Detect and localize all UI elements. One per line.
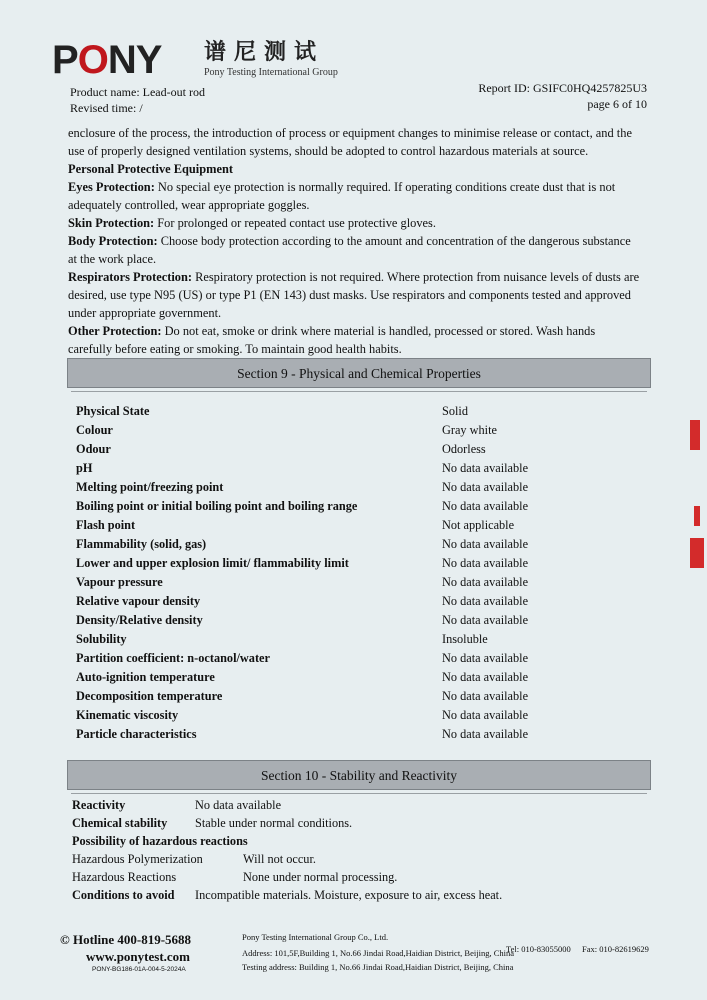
page-footer: [60, 930, 670, 980]
ppe-item: Other Protection: Do not eat, smoke or drink where material is handled, processed or stored. Wash hands carefully before eating or smoking. To maintain good health habits.: [68, 324, 596, 356]
property-row: [76, 649, 636, 668]
report-id: Report ID: GSIFC0HQ4257825U3: [478, 81, 647, 95]
property-name: Kinematic viscosity: [76, 708, 179, 722]
property-value: Insoluble: [442, 632, 488, 646]
property-row: [76, 421, 636, 440]
fax: Fax: 010-82619629: [582, 944, 649, 954]
header-left: [70, 84, 205, 116]
red-seal-stamp-fragment: [690, 420, 706, 570]
property-value: No data available: [442, 651, 529, 665]
engineering-controls-text: enclosure of the process, the introduction of process or equipment changes to minimise release or contact, and the use of properly designed ventilation systems, should be adopted to control hazardous materials at source.: [68, 126, 632, 158]
property-row: [76, 478, 636, 497]
section10-heading-bar: Section 10 - Stability and Reactivity: [67, 760, 651, 790]
stability-row: Conditions to avoid Incompatible materials. Moisture, exposure to air, excess heat.: [72, 888, 503, 902]
property-row: [76, 630, 636, 649]
property-name: Boiling point or initial boiling point and boiling range: [76, 499, 358, 513]
telephone: Tel: 010-83055000: [506, 944, 571, 954]
property-name: Decomposition temperature: [76, 689, 223, 703]
property-value: No data available: [442, 480, 529, 494]
ppe-item: Body Protection: Choose body protection according to the amount and concentration of the dangerous substance at the work place.: [68, 234, 631, 266]
section8-body: [68, 124, 640, 358]
header-right: [478, 80, 647, 112]
physical-properties-table: [76, 402, 636, 744]
company-address: Address: 101,5F,Building 1, No.66 Jindai Road,Haidian District, Beijing, China: [242, 948, 515, 958]
property-row: [76, 535, 636, 554]
property-name: Solubility: [76, 632, 127, 646]
property-name: Partition coefficient: n-octanol/water: [76, 651, 270, 665]
stability-row: Hazardous Polymerization Will not occur.: [72, 852, 316, 866]
property-value: Solid: [442, 404, 468, 418]
hotline: © Hotline 400-819-5688: [60, 932, 192, 947]
property-row: [76, 554, 636, 573]
stability-row: Reactivity No data available: [72, 798, 282, 812]
property-value: No data available: [442, 670, 529, 684]
property-value: No data available: [442, 613, 529, 627]
property-name: Colour: [76, 423, 113, 437]
property-name: Flash point: [76, 518, 136, 532]
logo-chinese-name: 谱尼测试: [204, 40, 325, 65]
property-name: Density/Relative density: [76, 613, 203, 627]
document-code: PONY-BG186-01A-004-5-2024A: [92, 966, 186, 973]
stability-table: [72, 796, 632, 904]
logo-wordmark: PONY: [52, 38, 162, 82]
product-name: Product name: Lead-out rod: [70, 85, 205, 99]
stability-row: Hazardous Reactions None under normal processing.: [72, 870, 398, 884]
property-row: [76, 668, 636, 687]
property-row: [76, 497, 636, 516]
property-value: No data available: [442, 556, 529, 570]
property-row: [76, 516, 636, 535]
ppe-item: Respirators Protection: Respiratory protection is not required. Where protection from nuisance levels of dusts are desired, use type N95 (US) or type P1 (EN 143) dust masks. Use respirators and components tested and approved under appropriate government.: [68, 270, 640, 320]
property-value: No data available: [442, 537, 529, 551]
testing-address: Testing address: Building 1, No.66 Jindai Road,Haidian District, Beijing, China: [242, 962, 514, 972]
property-value: No data available: [442, 727, 529, 741]
property-name: Flammability (solid, gas): [76, 537, 207, 551]
ppe-heading: Personal Protective Equipment: [68, 162, 233, 176]
revised-time: Revised time: /: [70, 101, 143, 115]
property-value: No data available: [442, 594, 529, 608]
property-row: [76, 687, 636, 706]
property-name: pH: [76, 461, 93, 475]
stability-row: Possibility of hazardous reactions: [72, 834, 248, 848]
logo-english-name: Pony Testing International Group: [204, 67, 338, 78]
property-value: Gray white: [442, 423, 497, 437]
property-row: [76, 725, 636, 744]
stability-row: Chemical stability Stable under normal conditions.: [72, 816, 353, 830]
property-row: [76, 573, 636, 592]
ppe-item: Skin Protection: For prolonged or repeated contact use protective gloves.: [68, 216, 436, 230]
property-name: Odour: [76, 442, 111, 456]
property-value: No data available: [442, 575, 529, 589]
website-link[interactable]: www.ponytest.com: [86, 949, 190, 964]
property-row: [76, 459, 636, 478]
property-row: [76, 611, 636, 630]
section9-heading-bar: Section 9 - Physical and Chemical Properties: [67, 358, 651, 388]
property-name: Vapour pressure: [76, 575, 163, 589]
property-row: [76, 706, 636, 725]
property-value: No data available: [442, 689, 529, 703]
property-value: No data available: [442, 499, 529, 513]
property-name: Particle characteristics: [76, 727, 197, 741]
property-name: Relative vapour density: [76, 594, 201, 608]
page-number: page 6 of 10: [587, 97, 647, 111]
property-name: Physical State: [76, 404, 150, 418]
ppe-item: Eyes Protection: No special eye protection is normally required. If operating conditions create dust that is not adequately controlled, wear appropriate goggles.: [68, 180, 616, 212]
property-name: Auto-ignition temperature: [76, 670, 215, 684]
property-row: [76, 592, 636, 611]
property-value: Odorless: [442, 442, 486, 456]
property-row: [76, 440, 636, 459]
property-name: Melting point/freezing point: [76, 480, 224, 494]
property-row: [76, 402, 636, 421]
company-name: Pony Testing International Group Co., Ltd.: [242, 932, 389, 942]
property-value: No data available: [442, 708, 529, 722]
property-value: No data available: [442, 461, 529, 475]
property-value: Not applicable: [442, 518, 515, 532]
property-name: Lower and upper explosion limit/ flammability limit: [76, 556, 349, 570]
